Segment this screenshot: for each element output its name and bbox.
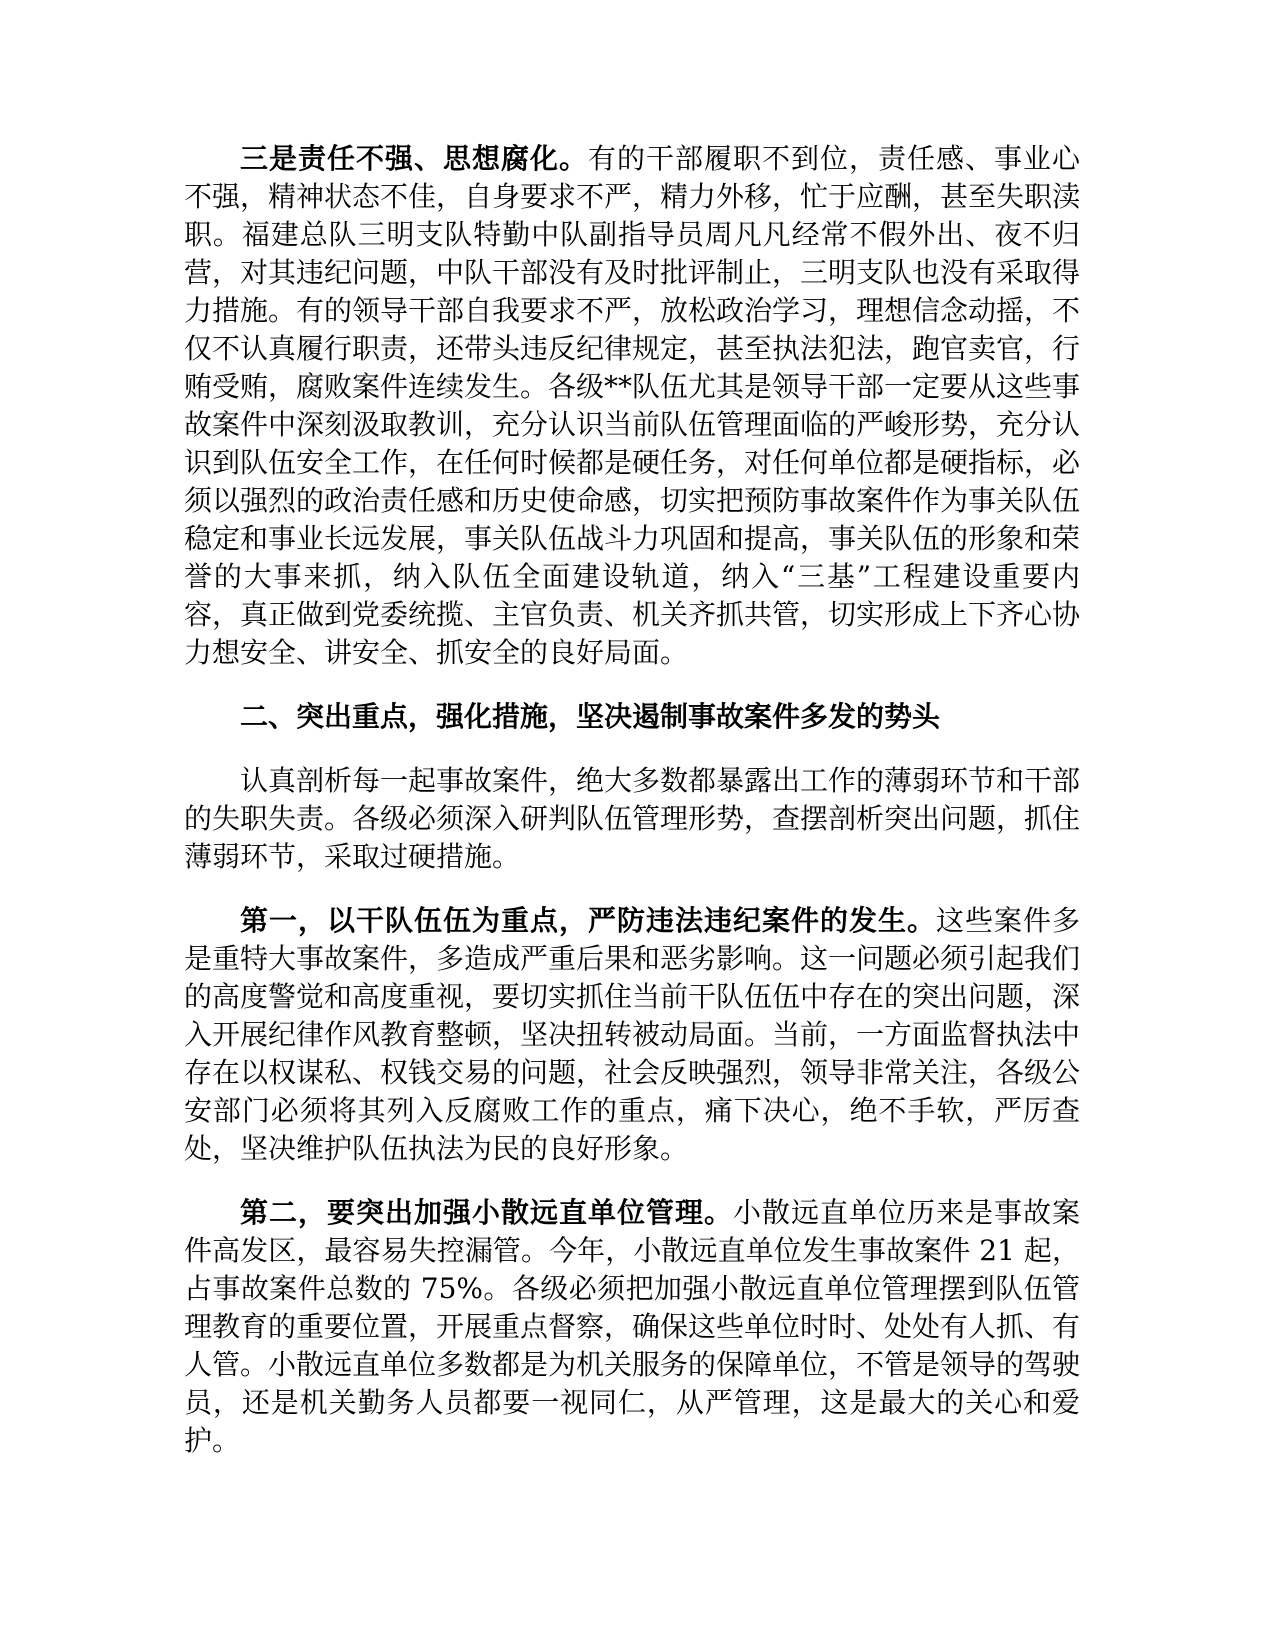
paragraph-text: 这些案件多是重特大事故案件，多造成严重后果和恶劣影响。这一问题必须引起我们的高度警觉和高度重视，要切实抓住当前干队伍伍中存在的突出问题，深入开展纪律作风教育整顿，坚决扭转被动局面。当前，一方面监督执法中存在以权谋私、权钱交易的问题，社会反映强烈，领导非常关注，各级公安部门必须将其列入反腐败工作的重点，痛下决心，绝不手软，严厉查处，坚决维护队伍执法为民的良好形象。 (184, 904, 1081, 1165)
paragraph-text: 小散远直单位历来是事故案件高发区，最容易失控漏管。今年，小散远直单位发生事故案件 21 起，占事故案件总数的 75%。各级必须把加强小散远直单位管理摆到队伍管理教育的重要位置，开展重点督察，确保这些单位时时、处处有人抓、有人管。小散远直单位多数都是为机关服务的保障单位，不管是领导的驾驶员，还是机关勤务人员都要一视同仁，从严管理，这是最大的关心和爱护。 (184, 1196, 1081, 1457)
section-heading: 二、突出重点，强化措施，坚决遏制事故案件多发的势头 (240, 700, 941, 733)
paragraph-analysis: 认真剖析每一起事故案件，绝大多数都暴露出工作的薄弱环节和干部的失职失责。各级必须深入研判队伍管理形势，查摆剖析突出问题，抓住薄弱环节，采取过硬措施。 (184, 764, 1081, 873)
paragraph-first-point (184, 902, 1080, 1168)
paragraph-lead: 三是责任不强、思想腐化。 (240, 142, 588, 175)
paragraph-second-point (184, 1194, 1080, 1460)
paragraph-lead: 第一，以干队伍伍为重点，严防违法违纪案件的发生。 (240, 904, 936, 937)
paragraph-responsibility (184, 140, 1080, 672)
document-body (184, 140, 1080, 1488)
paragraph-lead: 第二，要突出加强小散远直单位管理。 (240, 1196, 733, 1229)
paragraph-text: 有的干部履职不到位，责任感、事业心不强，精神状态不佳，自身要求不严，精力外移，忙于应酬，甚至失职渎职。福建总队三明支队特勤中队副指导员周凡凡经常不假外出、夜不归营，对其违纪问题，中队干部没有及时批评制止，三明支队也没有采取得力措施。有的领导干部自我要求不严，放松政治学习，理想信念动摇，不仅不认真履行职责，还带头违反纪律规定，甚至执法犯法，跑官卖官，行贿受贿，腐败案件连续发生。各级**队伍尤其是领导干部一定要从这些事故案件中深刻汲取教训，充分认识当前队伍管理面临的严峻形势，充分认识到队伍安全工作，在任何时候都是硬任务，对任何单位都是硬指标，必须以强烈的政治责任感和历史使命感，切实把预防事故案件作为事关队伍稳定和事业长远发展，事关队伍战斗力巩固和提高，事关队伍的形象和荣誉的大事来抓，纳入队伍全面建设轨道，纳入“三基”工程建设重要内容，真正做到党委统揽、主官负责、机关齐抓共管，切实形成上下齐心协力想安全、讲安全、抓安全的良好局面。 (184, 142, 1081, 669)
